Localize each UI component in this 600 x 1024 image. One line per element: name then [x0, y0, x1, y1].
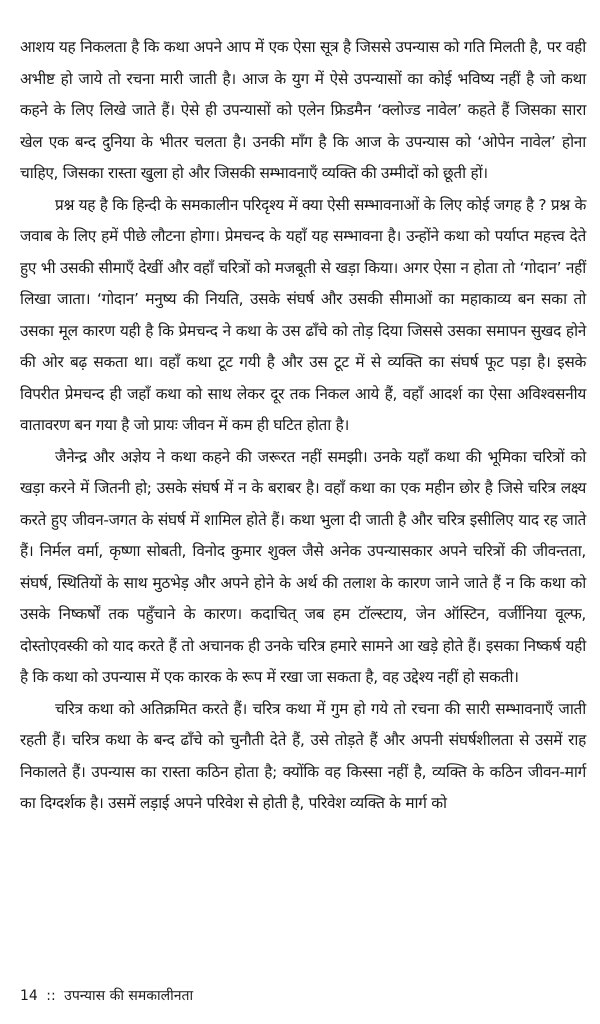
page-number: 14 [20, 988, 38, 1004]
paragraph-1: आशय यह निकलता है कि कथा अपने आप में एक ऐसा सूत्र है जिससे उपन्यास को गति मिलती है, पर वही अभीष्ट हो जाये तो रचना मारी जाती है। आज के युग में ऐसे उपन्यासों का कोई भविष्य नहीं है जो कथा कहने के लिए लिखे जाते हैं। ऐसे ही उपन्यासों को एलेन फ्रिडमैन ‘क्लोज्ड नावेल’ कहते हैं जिसका सारा खेल एक बन्द दुनिया के भीतर चलता है। उनकी माँग है कि आज के उपन्यास को ‘ओपेन नावेल’ होना चाहिए, जिसका रास्ता खुला हो और जिसकी सम्भावनाएँ व्यक्ति की उम्मीदों को छूती हों। [20, 38, 586, 182]
body-text [20, 32, 586, 820]
footer-separator: :: [46, 988, 56, 1004]
page-footer [20, 986, 193, 1006]
paragraph-3: जैनेन्द्र और अज्ञेय ने कथा कहने की जरूरत नहीं समझी। उनके यहाँ कथा की भूमिका चरित्रों को खड़ा करने में जितनी हो; उसके संघर्ष में न के बराबर है। वहाँ कथा का एक महीन छोर है जिसे चरित्र लक्ष्य करते हुए जीवन-जगत के संघर्ष में शामिल होते हैं। कथा भुला दी जाती है और चरित्र इसीलिए याद रह जाते हैं। निर्मल वर्मा, कृष्णा सोबती, विनोद कुमार शुक्ल जैसे अनेक उपन्यासकार अपने चरित्रों की जीवन्तता, संघर्ष, स्थितियों के साथ मुठभेड़ और अपने होने के अर्थ की तलाश के कारण जाने जाते हैं न कि कथा को उसके निष्कर्षों तक पहुँचाने के कारण। कदाचित् जब हम टॉल्स्टाय, जेन ऑस्टिन, वर्जीनिया वूल्फ, दोस्तोएवस्की को याद करते हैं तो अचानक ही उनके चरित्र हमारे सामने आ खड़े होते हैं। इसका निष्कर्ष यही है कि कथा को उपन्यास में एक कारक के रूप में रखा जा सकता है, वह उद्देश्य नहीं हो सकती। [20, 447, 586, 686]
running-title: उपन्यास की समकालीनता [64, 988, 194, 1004]
paragraph-4: चरित्र कथा को अतिक्रमित करते हैं। चरित्र कथा में गुम हो गये तो रचना की सारी सम्भावनाएँ जाती रहती हैं। चरित्र कथा के बन्द ढाँचे को चुनौती देते हैं, उसे तोड़ते हैं और अपनी संघर्षशीलता से उसमें राह निकालते हैं। उपन्यास का रास्ता कठिन होता है; क्योंकि वह किस्सा नहीं है, व्यक्ति के कठिन जीवन-मार्ग का दिग्दर्शक है। उसमें लड़ाई अपने परिवेश से होती है, परिवेश व्यक्ति के मार्ग को [20, 699, 586, 812]
paragraph-2: प्रश्न यह है कि हिन्दी के समकालीन परिदृश्य में क्या ऐसी सम्भावनाओं के लिए कोई जगह है ? प्रश्न के जवाब के लिए हमें पीछे लौटना होगा। प्रेमचन्द के यहाँ यह सम्भावना है। उन्होंने कथा को पर्याप्त महत्त्व देते हुए भी उसकी सीमाएँ देखीं और वहाँ चरित्रों को मजबूती से खड़ा किया। अगर ऐसा न होता तो ‘गोदान’ नहीं लिखा जाता। ‘गोदान’ मनुष्य की नियति, उसके संघर्ष और उसकी सीमाओं का महाकाव्य बन सका तो उसका मूल कारण यही है कि प्रेमचन्द ने कथा के उस ढाँचे को तोड़ दिया जिससे उसका समापन सुखद होने की ओर बढ़ सकता था। वहाँ कथा टूट गयी है और उस टूट में से व्यक्ति का संघर्ष फूट पड़ा है। इसके विपरीत प्रेमचन्द ही जहाँ कथा को साथ लेकर दूर तक निकल आये हैं, वहाँ आदर्श का ऐसा अविश्वसनीय वातावरण बन गया है जो प्रायः जीवन में कम ही घटित होता है। [20, 195, 586, 434]
